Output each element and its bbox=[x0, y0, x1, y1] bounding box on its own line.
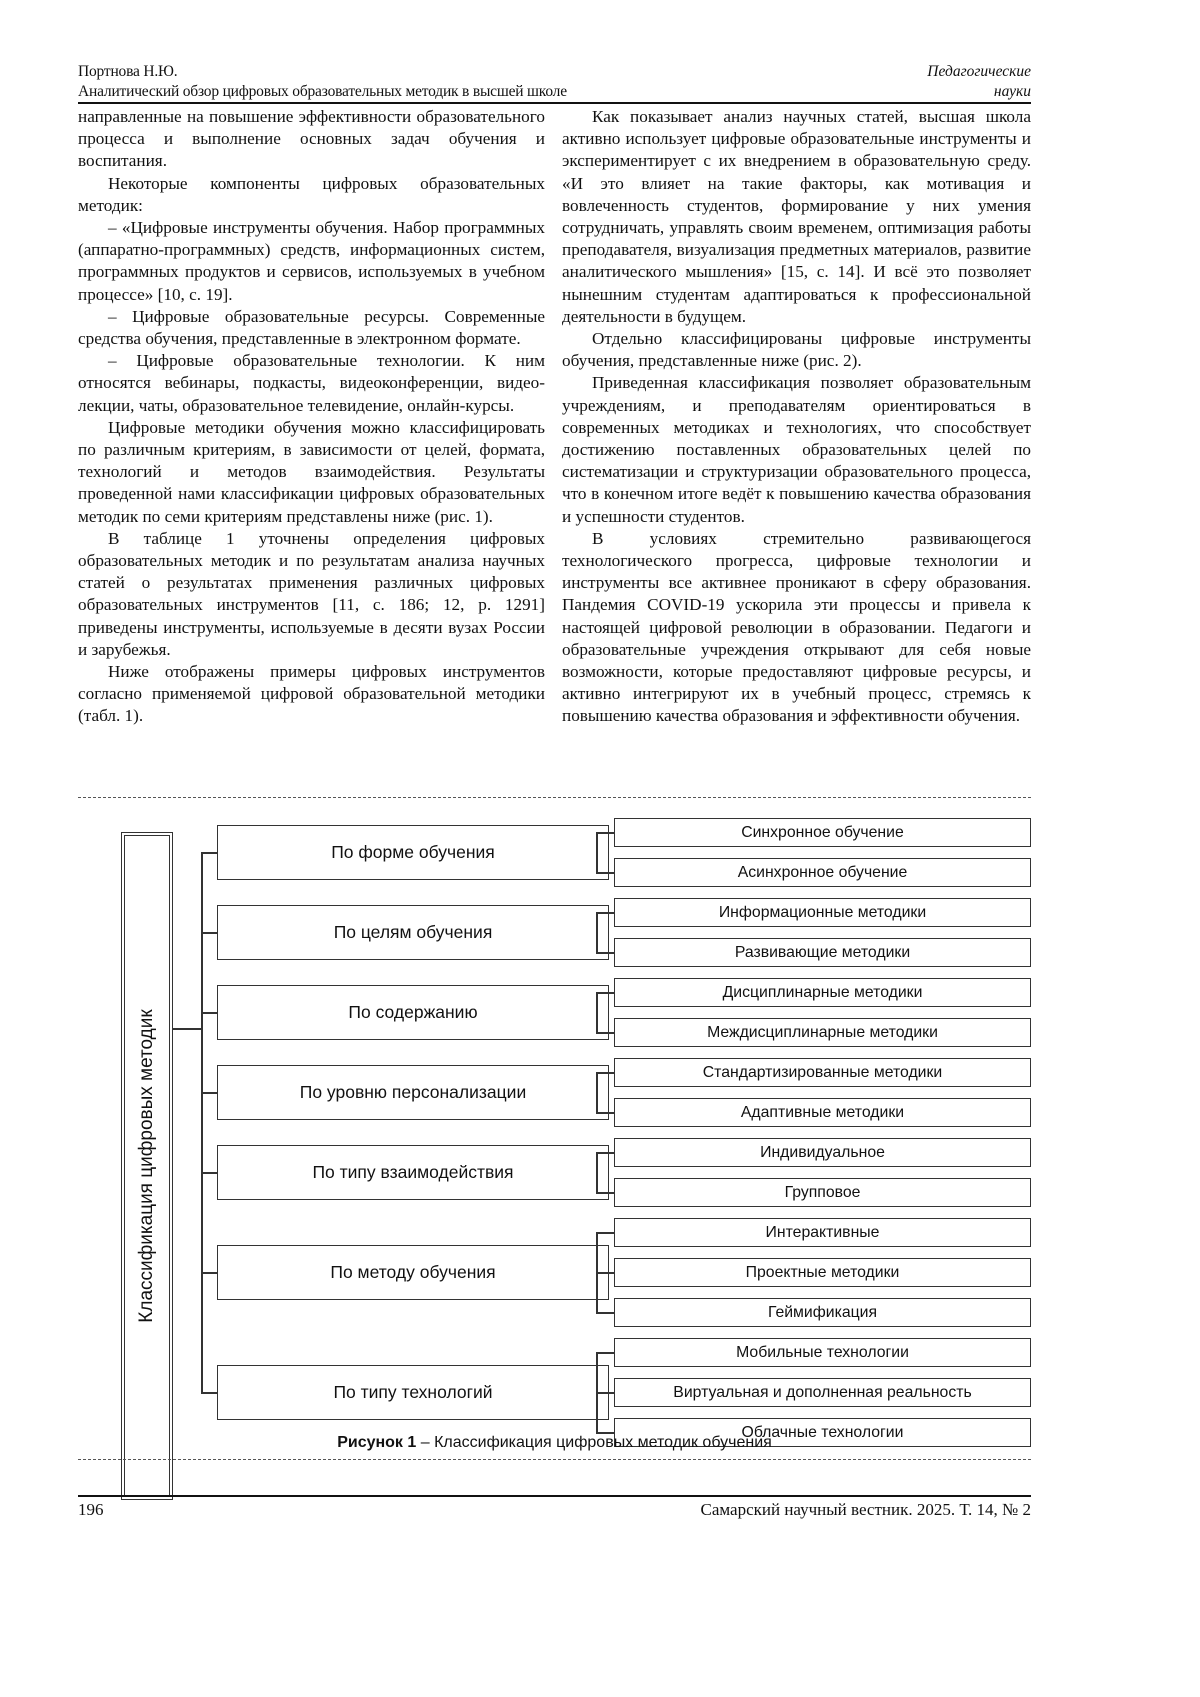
paragraph: В таблице 1 уточнены определения цифровых образовательных методик и по результатам анализа научных статей о результатах применения различных цифровых образовательных инструментов [11, с. 186; 12, p. 1291] приведены инструменты, используемые в десяти вузах России и зарубежья. bbox=[78, 528, 545, 659]
category-box: По целям обучения bbox=[217, 905, 609, 960]
connector-line bbox=[596, 1152, 598, 1194]
connector-line bbox=[596, 832, 598, 874]
subcategory-box: Междисциплинарные методики bbox=[614, 1018, 1031, 1047]
figure-caption bbox=[78, 1434, 1031, 1452]
paragraph: – Цифровые образовательные технологии. К ним относятся вебинары, подкасты, видеоконференции, видео-лекции, чаты, образовательное телевидение, онлайн-курсы. bbox=[78, 351, 545, 415]
running-header bbox=[78, 62, 1031, 108]
category-box: По типу взаимодействия bbox=[217, 1145, 609, 1200]
root-box bbox=[121, 832, 173, 1500]
connector-line bbox=[596, 1072, 614, 1074]
subcategory-box: Информационные методики bbox=[614, 898, 1031, 927]
header-article-title: Аналитический обзор цифровых образовательных методик в высшей школе bbox=[78, 83, 567, 100]
connector-line bbox=[596, 992, 598, 1034]
header-author: Портнова Н.Ю. bbox=[78, 63, 178, 80]
paragraph: – Цифровые образовательные ресурсы. Современные средства обучения, представленные в электронном формате. bbox=[78, 306, 545, 349]
connector-line bbox=[596, 912, 614, 914]
journal-citation: Самарский научный вестник. 2025. Т. 14, № 2 bbox=[700, 1500, 1031, 1519]
connector-line bbox=[596, 1352, 614, 1354]
connector-line bbox=[596, 1272, 614, 1274]
category-box: По типу технологий bbox=[217, 1365, 609, 1420]
connector-line bbox=[201, 1092, 217, 1094]
paragraph: Ниже отображены примеры цифровых инструментов согласно применяемой цифровой образовательной методики (табл. 1). bbox=[78, 662, 545, 726]
root-label: Классификация цифровых методик bbox=[136, 1009, 157, 1323]
connector-line bbox=[596, 1312, 614, 1314]
subcategory-box: Асинхронное обучение bbox=[614, 858, 1031, 887]
figure-top-divider bbox=[78, 797, 1031, 798]
connector-line bbox=[596, 992, 614, 994]
connector-line bbox=[596, 952, 614, 954]
category-box: По форме обучения bbox=[217, 825, 609, 880]
connector-line bbox=[596, 1032, 614, 1034]
subcategory-box: Стандартизированные методики bbox=[614, 1058, 1031, 1087]
footer-rule bbox=[78, 1495, 1031, 1497]
right-column bbox=[562, 106, 1031, 728]
paragraph: Отдельно классифицированы цифровые инструменты обучения, представленные ниже (рис. 2). bbox=[562, 329, 1031, 371]
connector-line bbox=[596, 872, 614, 874]
caption-text: – Классификация цифровых методик обучения bbox=[416, 1434, 772, 1451]
journal-page bbox=[78, 62, 1031, 1519]
page-number: 196 bbox=[78, 1500, 104, 1519]
header-left bbox=[78, 62, 567, 102]
left-column bbox=[78, 106, 545, 728]
connector-line bbox=[596, 1072, 598, 1114]
subcategory-box: Групповое bbox=[614, 1178, 1031, 1207]
connector-line bbox=[201, 852, 217, 854]
caption-label: Рисунок 1 bbox=[337, 1434, 417, 1451]
connector-line bbox=[596, 912, 598, 954]
subcategory-box: Индивидуальное bbox=[614, 1138, 1031, 1167]
paragraph: Как показывает анализ научных статей, высшая школа активно использует цифровые образовательные инструменты и экспериментирует с их внедрением в образовательную среду. «И это влияет на такие факторы, как мотивация и вовлеченность студентов, формирование у них умения сотрудничать, управлять своим временем, оптимизация работы преподавателя, визуализация предметных материалов, развитие аналитического мышления» [15, с. 14]. И всё это позволяет нынешним студентам адаптироваться к профессиональной деятельности в будущем. bbox=[562, 107, 1031, 326]
connector-line bbox=[201, 1172, 217, 1174]
connector-line bbox=[596, 832, 614, 834]
paragraph: – «Цифровые инструменты обучения. Набор программных (аппаратно-программных) средств, информационных систем, программных продуктов и сервисов, используемых в учебном процессе» [10, с. 19]. bbox=[78, 218, 545, 304]
subcategory-box: Облачные технологии bbox=[614, 1418, 1031, 1447]
subcategory-box: Дисциплинарные методики bbox=[614, 978, 1031, 1007]
connector-line bbox=[173, 1028, 201, 1030]
paragraph: В условиях стремительно развивающегося технологического прогресса, цифровые технологии и инструменты все активнее проникают в сферу образования. Пандемия COVID-19 ускорила эти процессы и привела к настоящей цифровой революции в образовании. Педагоги и образовательные учреждения открывают для себя новые возможности, которые предоставляют цифровые ресурсы, и активно интегрируют их в учебный процесс, стремясь к повышению качества образования и эффективности обучения. bbox=[562, 528, 1031, 726]
header-section-line1: Педагогические bbox=[927, 63, 1031, 80]
connector-line bbox=[596, 1152, 614, 1154]
subcategory-box: Синхронное обучение bbox=[614, 818, 1031, 847]
connector-line bbox=[596, 1192, 614, 1194]
subcategory-box: Адаптивные методики bbox=[614, 1098, 1031, 1127]
connector-line bbox=[596, 1112, 614, 1114]
subcategory-box: Интерактивные bbox=[614, 1218, 1031, 1247]
header-section-line2: науки bbox=[993, 83, 1031, 100]
connector-line bbox=[201, 1392, 217, 1394]
subcategory-box: Мобильные технологии bbox=[614, 1338, 1031, 1367]
connector-line bbox=[596, 1392, 614, 1394]
category-box: По уровню персонализации bbox=[217, 1065, 609, 1120]
body-text bbox=[78, 106, 1031, 826]
category-box: По содержанию bbox=[217, 985, 609, 1040]
category-box: По методу обучения bbox=[217, 1245, 609, 1300]
connector-line bbox=[201, 1012, 217, 1014]
figure-bottom-divider bbox=[78, 1459, 1031, 1460]
subcategory-box: Виртуальная и дополненная реальность bbox=[614, 1378, 1031, 1407]
header-rule bbox=[78, 102, 1031, 104]
paragraph: направленные на повышение эффективности образовательного процесса и выполнение основных задач обучения и воспитания. bbox=[78, 107, 545, 171]
header-section bbox=[927, 62, 1031, 102]
subcategory-box: Геймификация bbox=[614, 1298, 1031, 1327]
classification-figure bbox=[78, 810, 1031, 1510]
subcategory-box: Проектные методики bbox=[614, 1258, 1031, 1287]
connector-line bbox=[596, 1232, 614, 1234]
subcategory-box: Развивающие методики bbox=[614, 938, 1031, 967]
paragraph: Цифровые методики обучения можно классифицировать по различным критериям, в зависимости от целей, формата, технологий и методов взаимодействия. Результаты проведенной нами классификации цифровых образовательных методик по семи критериям представлены ниже (рис. 1). bbox=[78, 417, 545, 526]
connector-line bbox=[201, 932, 217, 934]
paragraph: Приведенная классификация позволяет образовательным учреждениям, и преподавателям ориентироваться в современных методиках и технологиях, что способствует достижению поставленных образовательных целей по систематизации и структуризации образовательного процесса, что в конечном итоге ведёт к повышению качества образования и успешности студентов. bbox=[562, 373, 1031, 526]
paragraph: Некоторые компоненты цифровых образовательных методик: bbox=[78, 173, 545, 215]
connector-line bbox=[201, 1272, 217, 1274]
